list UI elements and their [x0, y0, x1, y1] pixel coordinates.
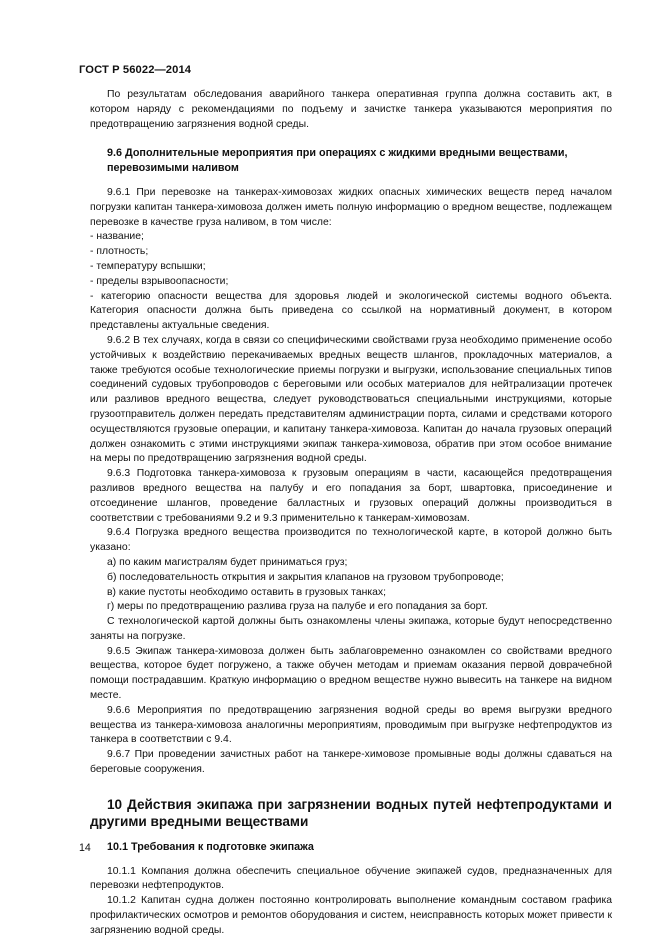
section-10-1-heading: 10.1 Требования к подготовке экипажа	[107, 840, 314, 853]
spacer	[90, 176, 612, 186]
section-9-6-heading-line1: 9.6 Дополнительные мероприятия при операциях с жидкими вредными веществами,	[107, 147, 568, 160]
spacer	[90, 778, 612, 796]
spacer	[90, 132, 612, 146]
section-9-6-heading-line2: перевозимыми наливом	[107, 162, 239, 175]
section-10-heading: 10 Действия экипажа при загрязнении водных путей нефтепродуктами и другими вредными веществами	[90, 796, 612, 829]
document-id-header: ГОСТ Р 56022—2014	[79, 64, 192, 76]
page-number: 14	[79, 842, 91, 854]
list-item: - плотность;	[90, 246, 149, 258]
list-item: а) по каким магистралям будет приниматься груз;	[107, 556, 348, 568]
list-item: - название;	[90, 231, 144, 243]
paragraph-9-6-5: 9.6.5 Экипаж танкера-химовоза должен быть заблаговременно ознакомлен со свойствами вредного вещества, которое будет погружено, а также обучен методам и приемам оказания первой доврачебной помощи пострадавшим. Краткую информацию о вредном веществе нужно вывесить на танкере на видном месте.	[90, 645, 612, 702]
paragraph-9-6-4-note: С технологической картой должны быть ознакомлены члены экипажа, которые будут непосредственно заняты на погрузке.	[90, 616, 612, 642]
paragraph-10-1-2: 10.1.2 Капитан судна должен постоянно контролировать выполнение командным составом графика профилактических осмотров и ремонтов оборудования и систем, неисправность которых может привести к загрязнению водной среды.	[90, 895, 612, 936]
paragraph-9-6-2: 9.6.2 В тех случаях, когда в связи со специфическими свойствами груза необходимо применение особо устойчивых к воздействию перекачиваемых вредных веществ шлангов, прокладочных материалов, а также требуются особые технологические приемы погрузки и выгрузки, использование специальных типов соединений судовых трубопроводов с береговыми или особых материалов для нейтрализации протечек или разливов вредного вещества, следует руководствоваться специальными инструкциями, которые грузоотправитель должен передать представителям администрации порта, силами и средствами которого осуществляются грузовые операции, и капитану танкера-химовоза. Капитан до начала грузовых операций должен ознакомить с этими инструкциями экипаж танкера-химовоза, обратив при этом особое внимание на меры по предотвращению загрязнения водной среды.	[90, 334, 612, 465]
spacer	[90, 855, 612, 865]
list-item: в) какие пустоты необходимо оставить в грузовых танках;	[107, 586, 386, 598]
paragraph-9-6-1: 9.6.1 При перевозке на танкерах-химовозах жидких опасных химических веществ перед началом погрузки капитан танкера-химовоза должен иметь полную информацию о вредном веществе, подлежащем перевозке в качестве груза наливом, в том числе:	[90, 186, 612, 228]
section-9-6-heading	[90, 146, 612, 176]
paragraph-9-6-7: 9.6.7 При проведении зачистных работ на танкере-химовозе промывные воды должны сдаваться на береговые сооружения.	[90, 749, 612, 776]
list-item: г) меры по предотвращению разлива груза на палубе и его попадания за борт.	[107, 601, 488, 613]
list-item: - температуру вспышки;	[90, 260, 206, 272]
intro-paragraph: По результатам обследования аварийного танкера оперативная группа должна составить акт, в котором наряду с рекомендациями по подъему и зачистке танкера указываются мероприятия по предотвращению загрязнения водной среды.	[90, 89, 612, 130]
document-body	[90, 88, 612, 939]
paragraph-9-6-3: 9.6.3 Подготовка танкера-химовоза к грузовым операциям в части, касающейся предотвращения разливов вредного вещества на палубу и его попадания за борт, швартовка, присоединение и отсоединение шлангов, проведение балластных и грузовых операций должны производиться в соответствии с требованиями 9.2 и 9.3 применительно к танкерам-химовозам.	[90, 468, 612, 524]
list-item: - категорию опасности вещества для здоровья людей и экологической системы водного объекта. Категория опасности должна быть приведена со ссылкой на нормативный документ, в котором представлены актуальные сведения.	[90, 290, 612, 332]
paragraph-9-6-6: 9.6.6 Мероприятия по предотвращению загрязнения водной среды во время выгрузки вредного вещества из танкера-химовоза аналогичны мероприятиям, проводимым при выгрузке нефтепродуктов из танкера в соответствии с 9.4.	[90, 704, 612, 746]
spacer	[90, 830, 612, 840]
paragraph-10-1-1: 10.1.1 Компания должна обеспечить специальное обучение экипажей судов, предназначенных для перевозки нефтепродуктов.	[90, 865, 612, 892]
paragraph-9-6-4: 9.6.4 Погрузка вредного вещества производится по технологической карте, в которой должно быть указано:	[90, 527, 612, 554]
list-item: - пределы взрывоопасности;	[90, 275, 229, 287]
list-item: б) последовательность открытия и закрытия клапанов на грузовом трубопроводе;	[107, 571, 504, 583]
